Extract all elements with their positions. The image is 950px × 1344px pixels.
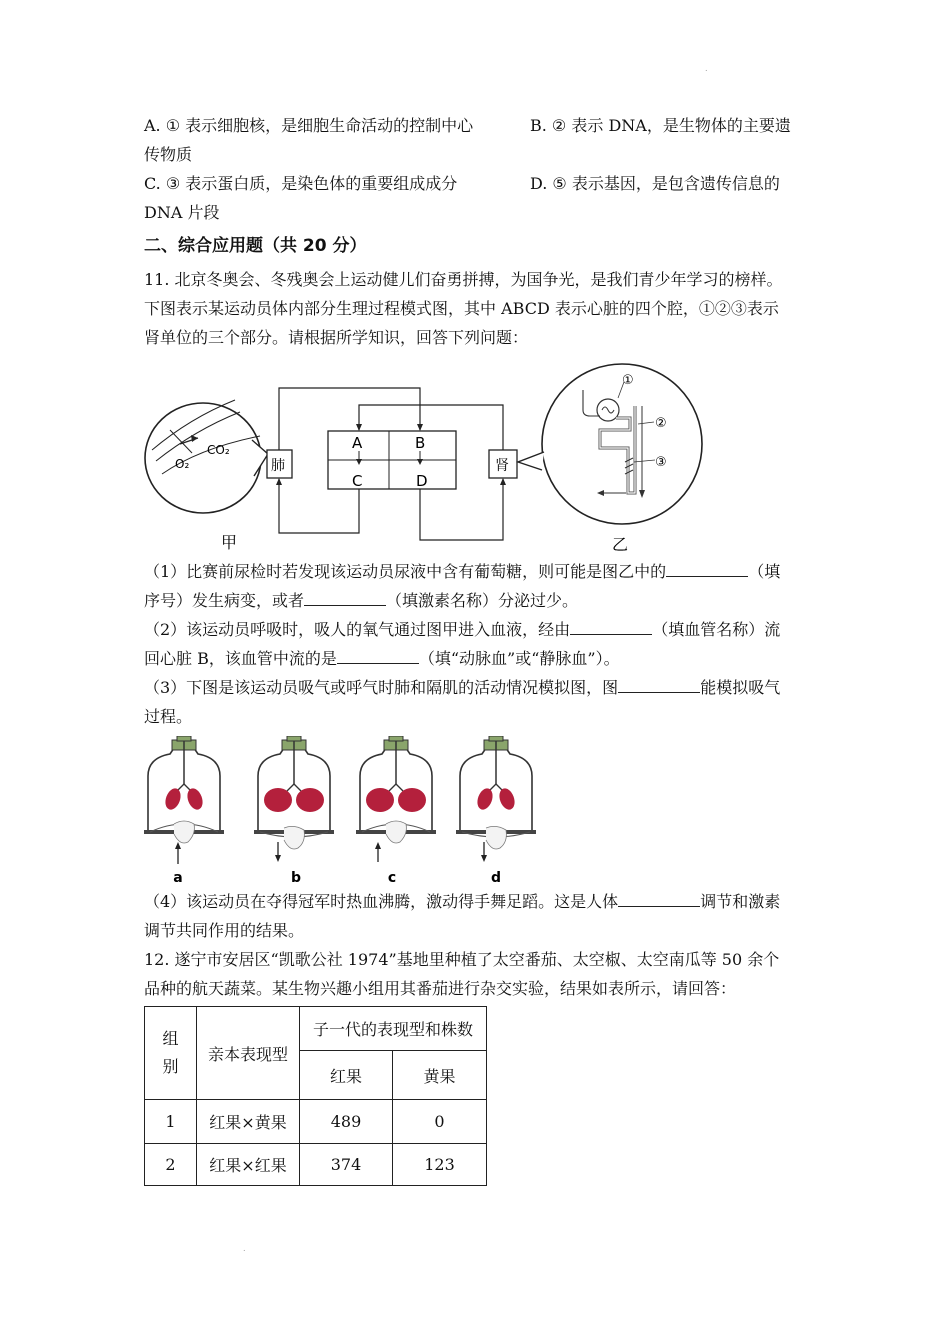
option-c-text: C. ③ 表示蛋白质，是染色体的重要组成成分 [144,174,458,193]
marker-1: ① [622,373,634,388]
q11-part3-line1 [144,677,780,699]
answer-blank-5[interactable] [618,678,700,693]
cell-yellow: 0 [393,1100,487,1144]
q11-part1-text-3: 序号）发生病变，或者 [144,591,305,610]
answer-blank-3[interactable] [570,620,652,635]
q12-intro-line-1: 12. 遂宁市安居区“凯歌公社 1974”基地里种植了太空番茄、太空椒、太空南瓜等 50 余个 [144,950,780,969]
option-b [530,115,791,137]
chamber-c: C [352,472,363,490]
kidney-label: 肾 [495,458,509,474]
q11-part4-text-2: 调节和激素 [700,892,781,911]
bell-label-b: b [290,870,302,886]
q11-part2-text: （2）该运动员呼吸时，吸人的氧气通过图甲进入血液，经由 [144,620,571,639]
answer-blank-4[interactable] [337,649,419,664]
scan-dot: . [243,1244,246,1253]
header-group-2: 别 [162,1057,179,1076]
marker-3: ③ [655,455,667,470]
q11-part4-line1 [144,891,780,913]
cell-parent: 红果×黄果 [197,1100,300,1144]
header-group [145,1007,197,1100]
cell-yellow: 123 [393,1144,487,1186]
option-a-continued: 传物质 [144,145,193,164]
q11-part1-text: （1）比赛前尿检时若发现该运动员尿液中含有葡萄糖，则可能是图乙中的 [144,562,667,581]
header-offspring: 子一代的表现型和株数 [300,1007,487,1051]
lung-label: 肺 [271,458,285,474]
header-red: 红果 [300,1051,393,1100]
bell-jar-d [456,736,536,886]
cross-results-table [144,1006,487,1186]
cell-group: 2 [145,1144,197,1186]
q11-part2-line1 [144,619,780,641]
table-row [145,1100,487,1144]
header-yellow: 黄果 [393,1051,487,1100]
answer-blank-1[interactable] [666,562,748,577]
label-jia: 甲 [221,533,238,552]
q11-intro-line-2: 下图表示某运动员体内部分生理过程模式图，其中 ABCD 表示心脏的四个腔，①②③表示 [144,299,779,318]
chamber-d: D [416,472,428,490]
marker-2: ② [655,416,667,431]
q11-part4-text: （4）该运动员在夺得冠军时热血沸腾，激动得手舞足蹈。这是人体 [144,892,619,911]
q11-part1-text-4: （填激素名称）分泌过少。 [386,591,579,610]
q12-intro-line-2: 品种的航天蔬菜。某生物兴趣小组用其番茄进行杂交实验，结果如表所示，请回答： [144,979,737,998]
bell-jar-b [254,736,334,886]
option-d [530,173,780,195]
option-d-text: D. ⑤ 表示基因，是包含遗传信息的 [530,174,780,193]
o2-label: O₂ [175,457,190,471]
cell-parent: 红果×红果 [197,1144,300,1186]
option-a [144,115,473,137]
q11-part2-text-3: 回心脏 B，该血管中流的是 [144,649,337,668]
q11-part3-text-2: 能模拟吸气 [700,678,781,697]
q11-part1-line1 [144,561,780,583]
option-a-text: A. ① 表示细胞核，是细胞生命活动的控制中心 [144,116,474,135]
q11-part1-line2 [144,590,578,612]
q11-intro-line-1: 11. 北京冬奥会、冬残奥会上运动健儿们奋勇拼搏，为国争光，是我们青少年学习的榜样。 [144,270,783,289]
option-b-text: B. ② 表示 DNA，是生物体的主要遗 [530,116,791,135]
chamber-a: A [352,434,363,452]
header-group-1: 组 [162,1029,179,1048]
bell-label-d: d [490,870,502,886]
cell-group: 1 [145,1100,197,1144]
chamber-b: B [415,434,426,452]
bell-jar-a [144,736,224,886]
q11-part2-text-4: （填“动脉血”或“静脉血”）。 [418,649,620,668]
q11-part2-line2 [144,648,620,670]
label-yi: 乙 [612,535,629,554]
scan-dot: . [705,64,708,73]
bell-jar-c [356,736,436,886]
q11-intro-line-3: 肾单位的三个部分。请根据所学知识，回答下列问题： [144,328,529,347]
bell-label-a: a [173,870,183,886]
circulation-diagram [140,358,710,558]
cell-red: 489 [300,1100,393,1144]
co2-label: CO₂ [207,443,230,457]
cell-red: 374 [300,1144,393,1186]
option-c-continued: DNA 片段 [144,203,220,222]
q11-part4-line2: 调节共同作用的结果。 [144,921,305,940]
q11-part2-text-2: （填血管名称）流 [652,620,781,639]
answer-blank-6[interactable] [618,892,700,907]
table-row [145,1144,487,1186]
option-c [144,173,457,195]
alveolus-bubble [145,400,268,513]
q11-part3-text: （3）下图是该运动员吸气或呼气时肺和隔肌的活动情况模拟图，图 [144,678,619,697]
header-parent: 亲本表现型 [197,1007,300,1100]
bell-jar-models [140,736,540,888]
answer-blank-2[interactable] [304,591,386,606]
section-heading: 二、综合应用题（共 20 分） [144,236,367,256]
q11-part3-line2: 过程。 [144,707,193,726]
nephron-bubble [518,364,702,524]
q11-part1-text-2: （填 [748,562,781,581]
bell-label-c: c [387,870,397,886]
